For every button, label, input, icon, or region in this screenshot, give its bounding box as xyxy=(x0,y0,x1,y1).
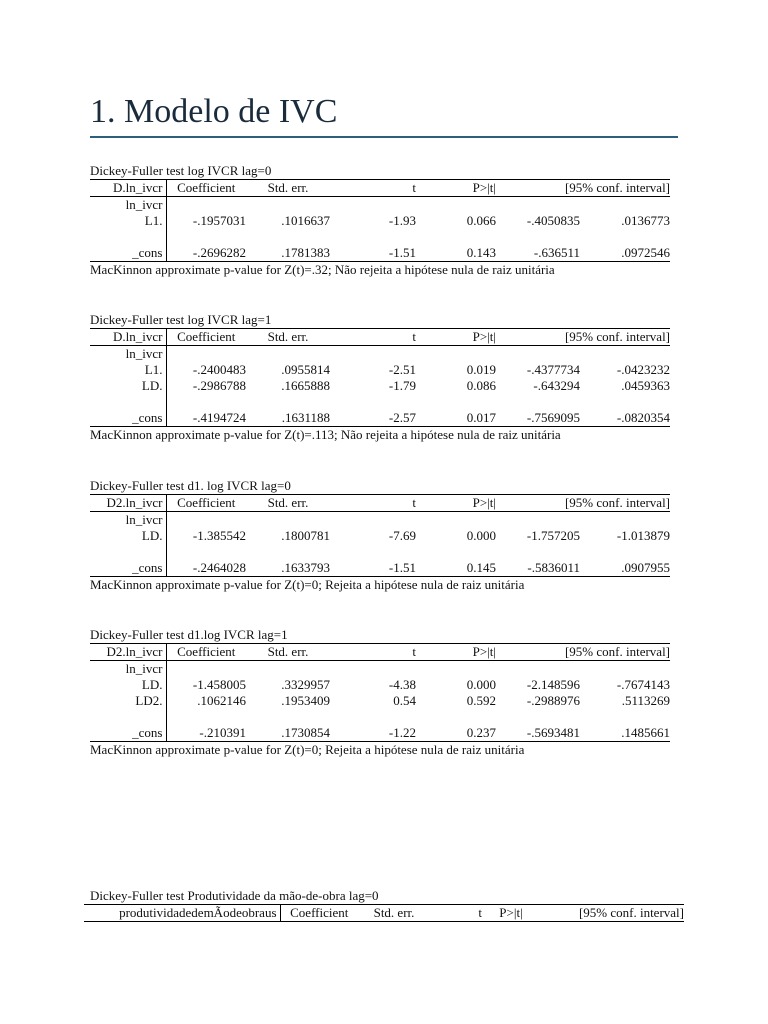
cell: -7.69 xyxy=(388,528,416,543)
cell: .1485661 xyxy=(580,725,670,742)
cell: -1.93 xyxy=(388,213,416,228)
cell: 0.000 xyxy=(466,528,496,543)
cell: -.0820354 xyxy=(580,410,670,427)
df-table-3 xyxy=(90,478,670,593)
df-table-5 xyxy=(84,888,684,922)
table-row xyxy=(90,512,670,529)
table-caption: Dickey-Fuller test d1.log IVCR lag=1 xyxy=(90,627,288,642)
row-label: _cons xyxy=(90,560,166,577)
table-caption: Dickey-Fuller test log IVCR lag=0 xyxy=(90,163,272,178)
header-depvar: D2.ln_ivcr xyxy=(90,644,166,661)
header-p: P>|t| xyxy=(416,644,496,661)
header-depvar: produtividadedemÃodeobraus xyxy=(84,905,280,922)
header-p: P>|t| xyxy=(416,329,496,346)
table-row xyxy=(90,346,670,363)
cell: -1.79 xyxy=(388,378,416,393)
cell: -.636511 xyxy=(496,245,580,262)
cell: -.643294 xyxy=(533,378,580,393)
cell: -4.38 xyxy=(388,677,416,692)
cell: 0.54 xyxy=(393,693,416,708)
row-label: _cons xyxy=(90,245,166,262)
cell: .1730854 xyxy=(246,725,330,742)
cell: 0.086 xyxy=(466,378,496,393)
table-header-row xyxy=(90,329,670,346)
cell: -.7674143 xyxy=(616,677,671,692)
cell: -.5836011 xyxy=(496,560,580,577)
table-row xyxy=(90,378,670,394)
header-conf-interval: [95% conf. interval] xyxy=(496,495,670,512)
cell: -.2988976 xyxy=(526,693,580,708)
row-label: L1. xyxy=(90,362,166,378)
header-p: P>|t| xyxy=(416,180,496,197)
regression-table xyxy=(90,179,670,262)
header-std-err: Std. err. xyxy=(358,905,430,922)
cell: -1.22 xyxy=(330,725,416,742)
header-conf-interval: [95% conf. interval] xyxy=(496,644,670,661)
header-conf-interval: [95% conf. interval] xyxy=(496,329,670,346)
cell: -.0423232 xyxy=(616,362,671,377)
header-conf-interval: [95% conf. interval] xyxy=(540,905,684,922)
header-t: t xyxy=(330,644,416,661)
df-table-4 xyxy=(90,627,670,758)
group-label: ln_ivcr xyxy=(90,512,166,529)
cell: .1062146 xyxy=(197,693,246,708)
header-t: t xyxy=(330,180,416,197)
row-label: _cons xyxy=(90,725,166,742)
cell: 0.592 xyxy=(466,693,496,708)
table-header-row xyxy=(90,644,670,661)
table-note: MacKinnon approximate p-value for Z(t)=.32; Não rejeita a hipótese nula de raiz unitária xyxy=(90,262,555,277)
header-coefficient: Coefficient xyxy=(166,180,246,197)
row-label: _cons xyxy=(90,410,166,427)
table-header-row xyxy=(90,180,670,197)
cell: 0.019 xyxy=(466,362,496,377)
cell: -1.51 xyxy=(330,560,416,577)
table-caption: Dickey-Fuller test Produtividade da mão-de-obra lag=0 xyxy=(90,888,379,903)
row-label: LD. xyxy=(90,378,166,394)
cell: .1665888 xyxy=(281,378,330,393)
table-row xyxy=(90,661,670,678)
table-row xyxy=(90,410,670,427)
cell: 0.237 xyxy=(416,725,496,742)
cell: .1953409 xyxy=(281,693,330,708)
group-label: ln_ivcr xyxy=(90,661,166,678)
header-t: t xyxy=(330,495,416,512)
df-table-1 xyxy=(90,163,670,278)
cell: -.5693481 xyxy=(496,725,580,742)
cell: .5113269 xyxy=(621,693,671,708)
cell: -.2696282 xyxy=(166,245,246,262)
cell: -.4377734 xyxy=(526,362,580,377)
row-label: LD. xyxy=(90,677,166,693)
row-label: L1. xyxy=(90,213,166,229)
header-coefficient: Coefficient xyxy=(166,644,246,661)
header-std-err: Std. err. xyxy=(246,180,330,197)
table-row xyxy=(90,677,670,693)
group-label: ln_ivcr xyxy=(90,197,166,214)
cell: .1016637 xyxy=(281,213,330,228)
header-depvar: D2.ln_ivcr xyxy=(90,495,166,512)
table-header-row xyxy=(84,905,684,922)
table-row xyxy=(90,362,670,378)
cell: -.210391 xyxy=(166,725,246,742)
cell: .0955814 xyxy=(281,362,330,377)
df-table-2 xyxy=(90,312,670,443)
cell: .0972546 xyxy=(580,245,670,262)
header-std-err: Std. err. xyxy=(246,495,330,512)
cell: -.1957031 xyxy=(192,213,246,228)
header-conf-interval: [95% conf. interval] xyxy=(496,180,670,197)
cell: -2.57 xyxy=(330,410,416,427)
table-caption: Dickey-Fuller test log IVCR lag=1 xyxy=(90,312,272,327)
table-note: MacKinnon approximate p-value for Z(t)=.113; Não rejeita a hipótese nula de raiz unitária xyxy=(90,427,561,442)
table-header-row xyxy=(90,495,670,512)
header-t: t xyxy=(330,329,416,346)
header-coefficient: Coefficient xyxy=(280,905,358,922)
cell: -1.51 xyxy=(330,245,416,262)
cell: -1.385542 xyxy=(192,528,246,543)
cell: -2.51 xyxy=(388,362,416,377)
table-row xyxy=(90,245,670,262)
table-row xyxy=(90,560,670,577)
table-caption: Dickey-Fuller test d1. log IVCR lag=0 xyxy=(90,478,291,493)
group-label: ln_ivcr xyxy=(90,346,166,363)
cell: 0.017 xyxy=(416,410,496,427)
cell: -.2464028 xyxy=(166,560,246,577)
table-row xyxy=(90,693,670,709)
regression-table xyxy=(90,328,670,427)
header-depvar: D.ln_ivcr xyxy=(90,329,166,346)
header-p: P>|t| xyxy=(482,905,540,922)
cell: .0907955 xyxy=(580,560,670,577)
table-row xyxy=(90,197,670,214)
table-row xyxy=(90,528,670,544)
regression-table xyxy=(90,643,670,742)
cell: .1800781 xyxy=(281,528,330,543)
cell: -1.757205 xyxy=(526,528,580,543)
header-coefficient: Coefficient xyxy=(166,495,246,512)
cell: -2.148596 xyxy=(526,677,580,692)
cell: 0.066 xyxy=(466,213,496,228)
cell: 0.145 xyxy=(416,560,496,577)
cell: .3329957 xyxy=(281,677,330,692)
table-note: MacKinnon approximate p-value for Z(t)=0; Rejeita a hipótese nula de raiz unitária xyxy=(90,577,525,592)
table-row xyxy=(90,725,670,742)
cell: .0136773 xyxy=(621,213,671,228)
cell: .1781383 xyxy=(246,245,330,262)
page-title: 1. Modelo de IVC xyxy=(90,92,678,138)
cell: .1631188 xyxy=(246,410,330,427)
header-p: P>|t| xyxy=(416,495,496,512)
regression-table xyxy=(84,904,684,922)
cell: -1.013879 xyxy=(616,528,671,543)
cell: 0.000 xyxy=(466,677,496,692)
row-label: LD. xyxy=(90,528,166,544)
row-label: LD2. xyxy=(90,693,166,709)
cell: -.2986788 xyxy=(192,378,246,393)
header-coefficient: Coefficient xyxy=(166,329,246,346)
cell: -.4194724 xyxy=(166,410,246,427)
cell: .0459363 xyxy=(621,378,671,393)
header-std-err: Std. err. xyxy=(246,329,330,346)
header-t: t xyxy=(430,905,482,922)
cell: -.2400483 xyxy=(192,362,246,377)
header-depvar: D.ln_ivcr xyxy=(90,180,166,197)
regression-table xyxy=(90,494,670,577)
cell: -.4050835 xyxy=(526,213,580,228)
cell: .1633793 xyxy=(246,560,330,577)
cell: 0.143 xyxy=(416,245,496,262)
cell: -1.458005 xyxy=(192,677,246,692)
cell: -.7569095 xyxy=(496,410,580,427)
header-std-err: Std. err. xyxy=(246,644,330,661)
table-row xyxy=(90,213,670,229)
table-note: MacKinnon approximate p-value for Z(t)=0; Rejeita a hipótese nula de raiz unitária xyxy=(90,742,525,757)
